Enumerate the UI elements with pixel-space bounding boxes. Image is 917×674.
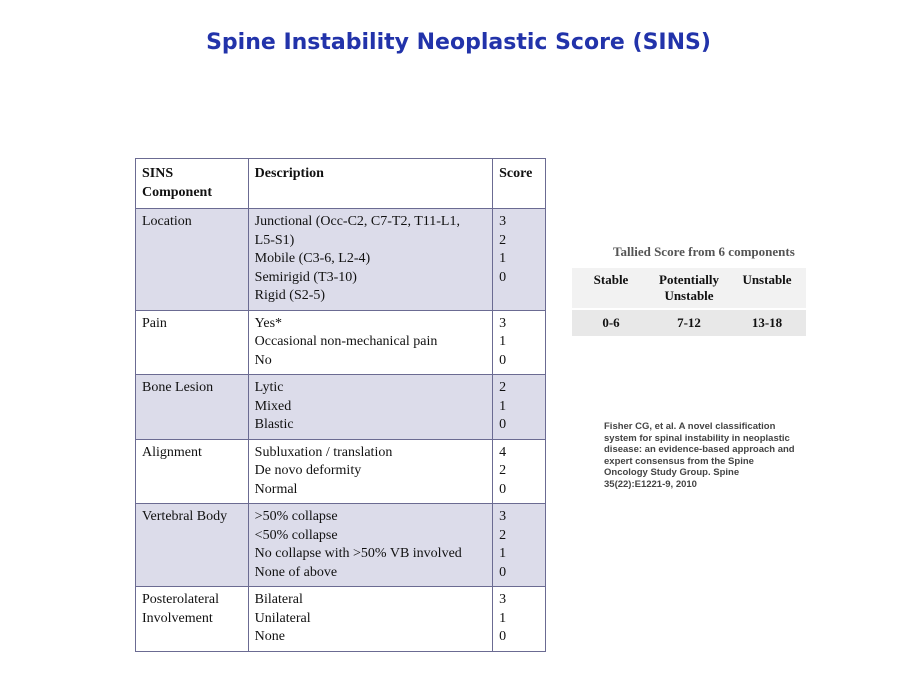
sins-table [135, 158, 546, 652]
tally-title: Tallied Score from 6 components [613, 244, 795, 259]
tally-value-unstable: 13-18 [728, 309, 806, 336]
description-cell: Junctional (Occ-C2, C7-T2, T11-L1, L5-S1) Mobile (C3-6, L2-4) Semirigid (T3-10) Rigid (S2-5) [248, 209, 492, 311]
description-cell: >50% collapse <50% collapse No collapse with >50% VB involved None of above [248, 504, 492, 587]
slide-title: Spine Instability Neoplastic Score (SINS) [206, 30, 711, 55]
description-cell: Subluxation / translation De novo deformity Normal [248, 439, 492, 504]
component-cell: Location [136, 209, 249, 311]
tally-value-stable: 0-6 [572, 309, 650, 336]
tally-header-stable: Stable [572, 268, 650, 309]
score-cell: 4 2 0 [493, 439, 546, 504]
score-cell: 3 1 0 [493, 310, 546, 375]
citation: Fisher CG, et al. A novel classification system for spinal instability in neoplastic disease: an evidence-based approach and expert consensus from the Spine Oncology Study Group. Spine 35(22):E1221-9, 2010 [604, 421, 795, 490]
component-cell: Posterolateral Involvement [136, 587, 249, 652]
tally-value-potentially-unstable: 7-12 [650, 309, 728, 336]
tally-header-row [572, 268, 806, 309]
component-cell: Vertebral Body [136, 504, 249, 587]
table-row-posterolateral-involvement [136, 587, 546, 652]
tally-table [572, 268, 806, 336]
description-cell: Bilateral Unilateral None [248, 587, 492, 652]
table-row-alignment [136, 439, 546, 504]
component-cell: Alignment [136, 439, 249, 504]
table-row-location [136, 209, 546, 311]
score-cell: 3 1 0 [493, 587, 546, 652]
score-cell: 3 2 1 0 [493, 209, 546, 311]
table-row-pain [136, 310, 546, 375]
sins-table-header [136, 159, 546, 209]
table-row-bone-lesion [136, 375, 546, 440]
header-score: Score [493, 159, 546, 209]
header-component: SINS Component [136, 159, 249, 209]
tally-header-unstable: Unstable [728, 268, 806, 309]
score-cell: 2 1 0 [493, 375, 546, 440]
tally-value-row [572, 309, 806, 336]
description-cell: Lytic Mixed Blastic [248, 375, 492, 440]
tally-header-potentially-unstable: Potentially Unstable [650, 268, 728, 309]
header-description: Description [248, 159, 492, 209]
description-cell: Yes* Occasional non-mechanical pain No [248, 310, 492, 375]
component-cell: Pain [136, 310, 249, 375]
score-cell: 3 2 1 0 [493, 504, 546, 587]
table-row-vertebral-body [136, 504, 546, 587]
component-cell: Bone Lesion [136, 375, 249, 440]
